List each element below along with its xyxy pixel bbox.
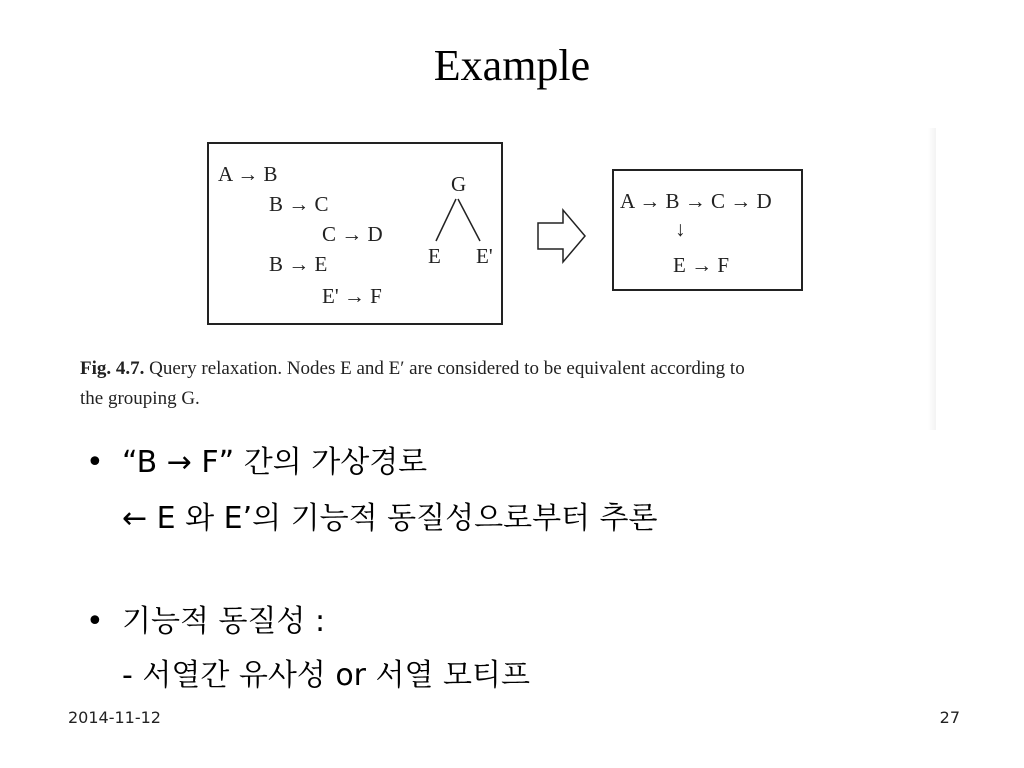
slide-title: Example <box>433 41 591 90</box>
bullet-text-1: “B → F” 간의 가상경로 <box>122 445 428 480</box>
group-parent-g: G <box>451 172 467 196</box>
tree-branch-right <box>458 199 480 241</box>
group-child-e: E <box>428 244 441 268</box>
relaxed-branch: E → F <box>673 253 730 277</box>
edge-b-e: B → E <box>269 252 328 276</box>
edge-c-d: C → D <box>322 222 383 246</box>
bullet-dot-icon: • <box>86 604 104 639</box>
group-child-e-prime: E' <box>476 244 493 268</box>
caption-line-2: the grouping G. <box>80 388 200 409</box>
hollow-arrow-icon <box>538 210 585 262</box>
page-number: 27 <box>939 708 960 727</box>
relaxed-chain: A → B → C → D <box>620 189 772 213</box>
caption-label: Fig. 4.7. <box>80 358 145 379</box>
bullet-text-2: 기능적 동질성 : <box>122 604 326 639</box>
caption-line-1: Query relaxation. Nodes E and E′ are considered to be equivalent according to <box>149 358 745 379</box>
bullet-subline-2: - 서열간 유사성 or 서열 모티프 <box>122 658 530 693</box>
tree-branch-left <box>436 199 456 241</box>
footer-date: 2014-11-12 <box>68 708 161 727</box>
relaxed-branch-arrow: ↓ <box>675 217 686 241</box>
edge-e-prime-f: E' → F <box>322 284 382 308</box>
bullet-subline-1: ← E 와 E’의 기능적 동질성으로부터 추론 <box>122 501 658 536</box>
edge-a-b: A → B <box>218 162 278 186</box>
bullet-dot-icon: • <box>86 445 104 480</box>
query-relaxation-diagram <box>78 128 932 358</box>
edge-b-c: B → C <box>269 192 329 216</box>
figure-caption <box>80 354 940 414</box>
